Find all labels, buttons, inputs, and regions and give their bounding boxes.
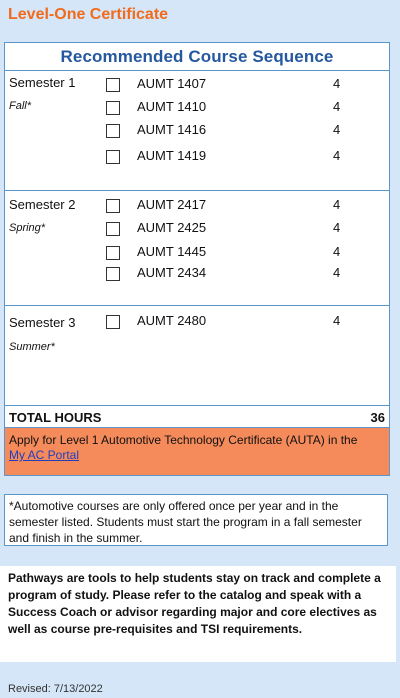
- course-row: [5, 75, 389, 95]
- semester-term: Summer*: [9, 341, 55, 353]
- course-hours: 4: [333, 76, 341, 91]
- semester-3-block: [5, 306, 389, 406]
- course-checkbox[interactable]: [106, 101, 120, 115]
- total-hours-row: [5, 406, 389, 428]
- course-checkbox[interactable]: [106, 222, 120, 236]
- table-heading: Recommended Course Sequence: [5, 43, 389, 71]
- course-checkbox[interactable]: [106, 315, 120, 329]
- pathways-info: Pathways are tools to help students stay on track and complete a program of study. Please refer to the catalog and speak with a Success Coach or advisor regarding major and core electives as well as course pre-requisites and TSI requirements.: [0, 566, 396, 662]
- course-hours: 4: [333, 265, 341, 280]
- my-ac-portal-link[interactable]: My AC Portal: [9, 448, 80, 462]
- apply-banner: [5, 428, 389, 475]
- course-row: [5, 243, 389, 263]
- semester-term: Spring*: [9, 222, 46, 234]
- course-code: AUMT 1407: [137, 76, 207, 91]
- course-hours: 4: [333, 313, 341, 328]
- schedule-note: *Automotive courses are only offered once per year and in the semester listed. Students must start the program in a fall semester and finish in the summer.: [4, 494, 388, 546]
- semester-1-block: [5, 71, 389, 191]
- page-title: Level-One Certificate: [8, 6, 169, 23]
- course-row: [5, 196, 389, 216]
- course-row: [5, 121, 389, 141]
- course-code: AUMT 2417: [137, 197, 207, 212]
- course-row: [5, 264, 389, 284]
- course-row: [5, 98, 389, 118]
- course-code: AUMT 2434: [137, 265, 207, 280]
- course-code: AUMT 1419: [137, 148, 207, 163]
- course-row: [5, 312, 389, 332]
- course-checkbox[interactable]: [106, 124, 120, 138]
- course-code: AUMT 2480: [137, 313, 207, 328]
- course-hours: 4: [333, 122, 341, 137]
- course-checkbox[interactable]: [106, 267, 120, 281]
- total-hours-label: TOTAL HOURS: [9, 410, 102, 425]
- apply-text: Apply for Level 1 Automotive Technology Certificate (AUTA) in the: [9, 433, 358, 447]
- course-row: [5, 219, 389, 239]
- semester-name: Semester 3: [9, 315, 76, 330]
- course-hours: 4: [333, 99, 341, 114]
- course-row: [5, 147, 389, 167]
- semester-2-block: [5, 191, 389, 306]
- course-checkbox[interactable]: [106, 78, 120, 92]
- course-checkbox[interactable]: [106, 150, 120, 164]
- total-hours-value: 36: [370, 410, 385, 425]
- course-hours: 4: [333, 197, 341, 212]
- semester-term: Fall*: [9, 100, 32, 112]
- course-hours: 4: [333, 148, 341, 163]
- course-code: AUMT 1410: [137, 99, 207, 114]
- semester-name: Semester 2: [9, 197, 76, 212]
- course-code: AUMT 1445: [137, 244, 207, 259]
- course-sequence-table: [4, 42, 390, 476]
- course-hours: 4: [333, 220, 341, 235]
- course-code: AUMT 2425: [137, 220, 207, 235]
- course-hours: 4: [333, 244, 341, 259]
- revised-date: Revised: 7/13/2022: [8, 683, 103, 695]
- semester-name: Semester 1: [9, 75, 76, 90]
- course-code: AUMT 1416: [137, 122, 207, 137]
- course-checkbox[interactable]: [106, 199, 120, 213]
- course-checkbox[interactable]: [106, 246, 120, 260]
